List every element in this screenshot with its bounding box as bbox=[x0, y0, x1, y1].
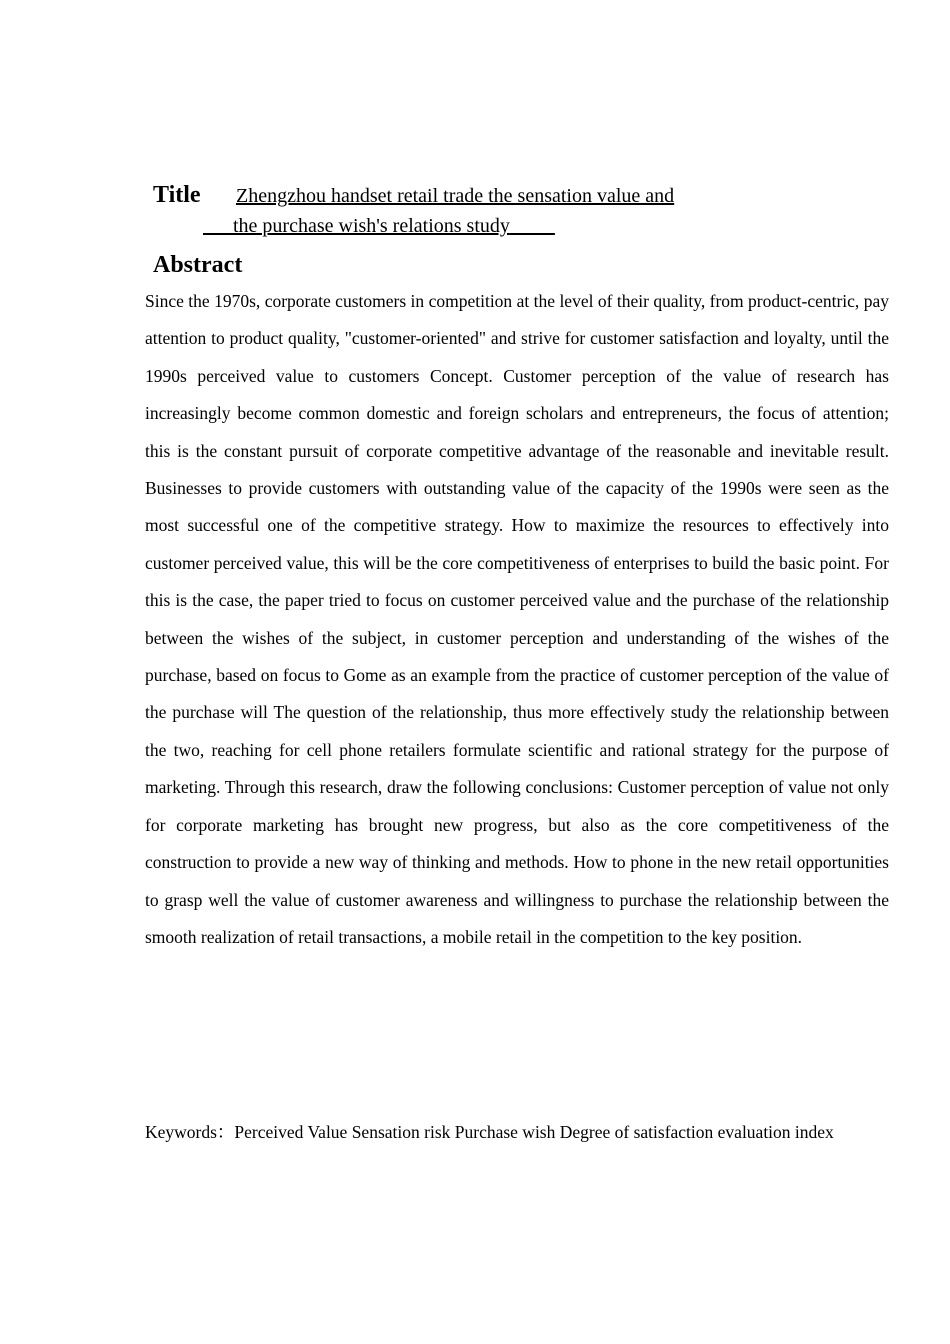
abstract-body: Since the 1970s, corporate customers in competition at the level of their quality, from product-centric, pay attention to product quality, "customer-oriented" and strive for customer satisfaction and loyalty, until the 1990s perceived value to customers Concept. Customer perception of the value of research has increasingly become common domestic and foreign scholars and entrepreneurs, the focus of attention; this is the constant pursuit of corporate competitive advantage of the reasonable and inevitable result. Businesses to provide customers with outstanding value of the capacity of the 1990s were seen as the most successful one of the competitive strategy. How to maximize the resources to effectively into customer perceived value, this will be the core competitiveness of enterprises to build the basic point. For this is the case, the paper tried to focus on customer perceived value and the purchase of the relationship between the wishes of the subject, in customer perception and understanding of the wishes of the purchase, based on focus to Gome as an example from the practice of customer perception of the value of the purchase will The question of the relationship, thus more effectively study the relationship between the two, reaching for cell phone retailers formulate scientific and rational strategy for the purpose of marketing. Through this research, draw the following conclusions: Customer perception of value not only for corporate marketing has brought new progress, but also as the core competitiveness of the construction to provide a new way of thinking and methods. How to phone in the new retail opportunities to grasp well the value of customer awareness and willingness to purchase the relationship between the smooth realization of retail transactions, a mobile retail in the competition to the key position. bbox=[145, 291, 889, 947]
title-label: Title bbox=[153, 182, 201, 208]
title-line-2 bbox=[203, 212, 555, 240]
title-line-2-text: the purchase wish's relations study bbox=[233, 215, 510, 237]
keywords-line: Keywords：Perceived Value Sensation risk Purchase wish Degree of satisfaction evaluation index bbox=[145, 1122, 834, 1142]
title-line-1: Zhengzhou handset retail trade the sensation value and bbox=[236, 185, 675, 207]
abstract-heading: Abstract bbox=[153, 252, 243, 278]
